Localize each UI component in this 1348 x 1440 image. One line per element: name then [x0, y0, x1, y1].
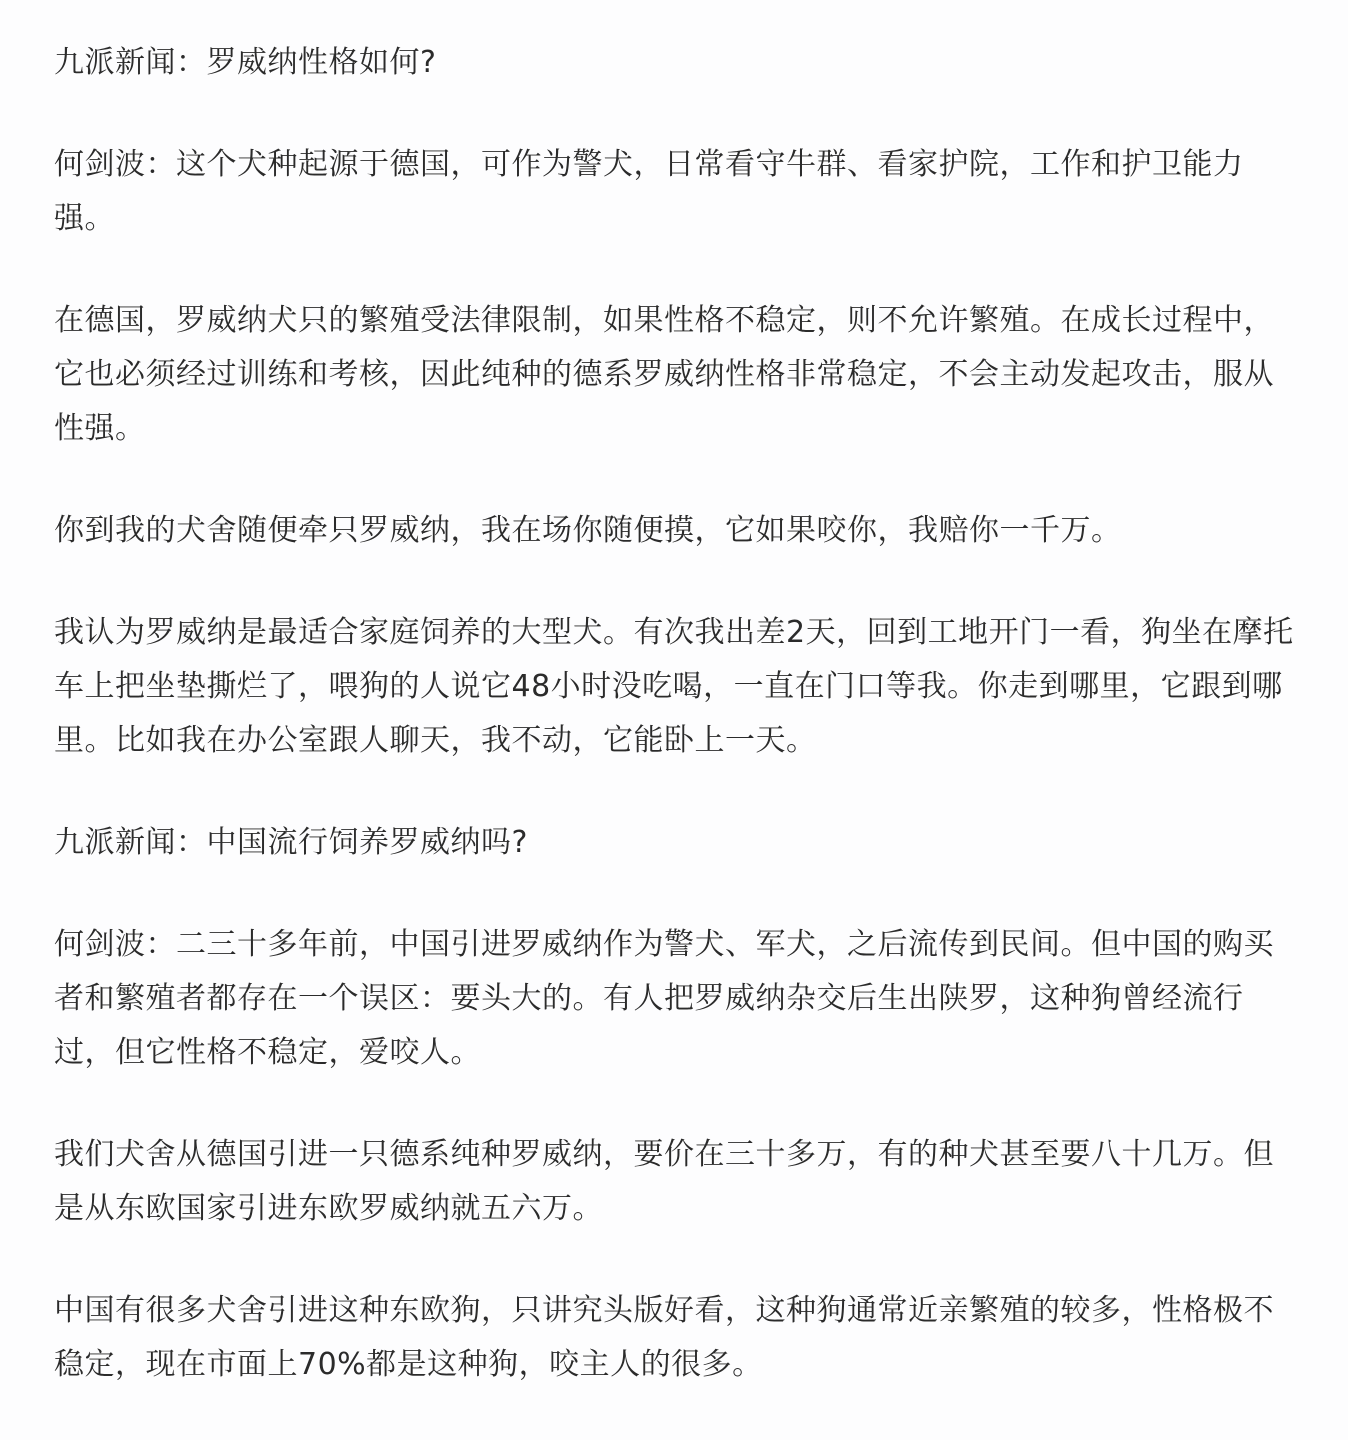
body-paragraph: 你到我的犬舍随便牵只罗威纳，我在场你随便摸，它如果咬你，我赔你一千万。 [54, 513, 1122, 548]
answer-paragraph: 何剑波：这个犬种起源于德国，可作为警犬，日常看守牛群、看家护院，工作和护卫能力强。 [54, 147, 1244, 236]
question-paragraph: 九派新闻：罗威纳性格如何? [54, 45, 437, 80]
question-paragraph: 九派新闻：中国流行饲养罗威纳吗? [54, 825, 528, 860]
body-paragraph: 我们犬舍从德国引进一只德系纯种罗威纳，要价在三十多万，有的种犬甚至要八十几万。但是从东欧国家引进东欧罗威纳就五六万。 [54, 1137, 1274, 1226]
answer-paragraph: 何剑波：二三十多年前，中国引进罗威纳作为警犬、军犬，之后流传到民间。但中国的购买者和繁殖者都存在一个误区：要头大的。有人把罗威纳杂交后生出陕罗，这种狗曾经流行过，但它性格不稳定，爱咬人。 [54, 927, 1274, 1070]
article-body [54, 36, 1304, 1440]
body-paragraph: 中国有很多犬舍引进这种东欧狗，只讲究头版好看，这种狗通常近亲繁殖的较多，性格极不稳定，现在市面上70%都是这种狗，咬主人的很多。 [54, 1293, 1274, 1382]
body-paragraph: 我认为罗威纳是最适合家庭饲养的大型犬。有次我出差2天，回到工地开门一看，狗坐在摩托车上把坐垫撕烂了，喂狗的人说它48小时没吃喝，一直在门口等我。你走到哪里，它跟到哪里。比如我在办公室跟人聊天，我不动，它能卧上一天。 [54, 615, 1294, 758]
body-paragraph: 在德国，罗威纳犬只的繁殖受法律限制，如果性格不稳定，则不允许繁殖。在成长过程中，它也必须经过训练和考核，因此纯种的德系罗威纳性格非常稳定，不会主动发起攻击，服从性强。 [54, 303, 1274, 446]
